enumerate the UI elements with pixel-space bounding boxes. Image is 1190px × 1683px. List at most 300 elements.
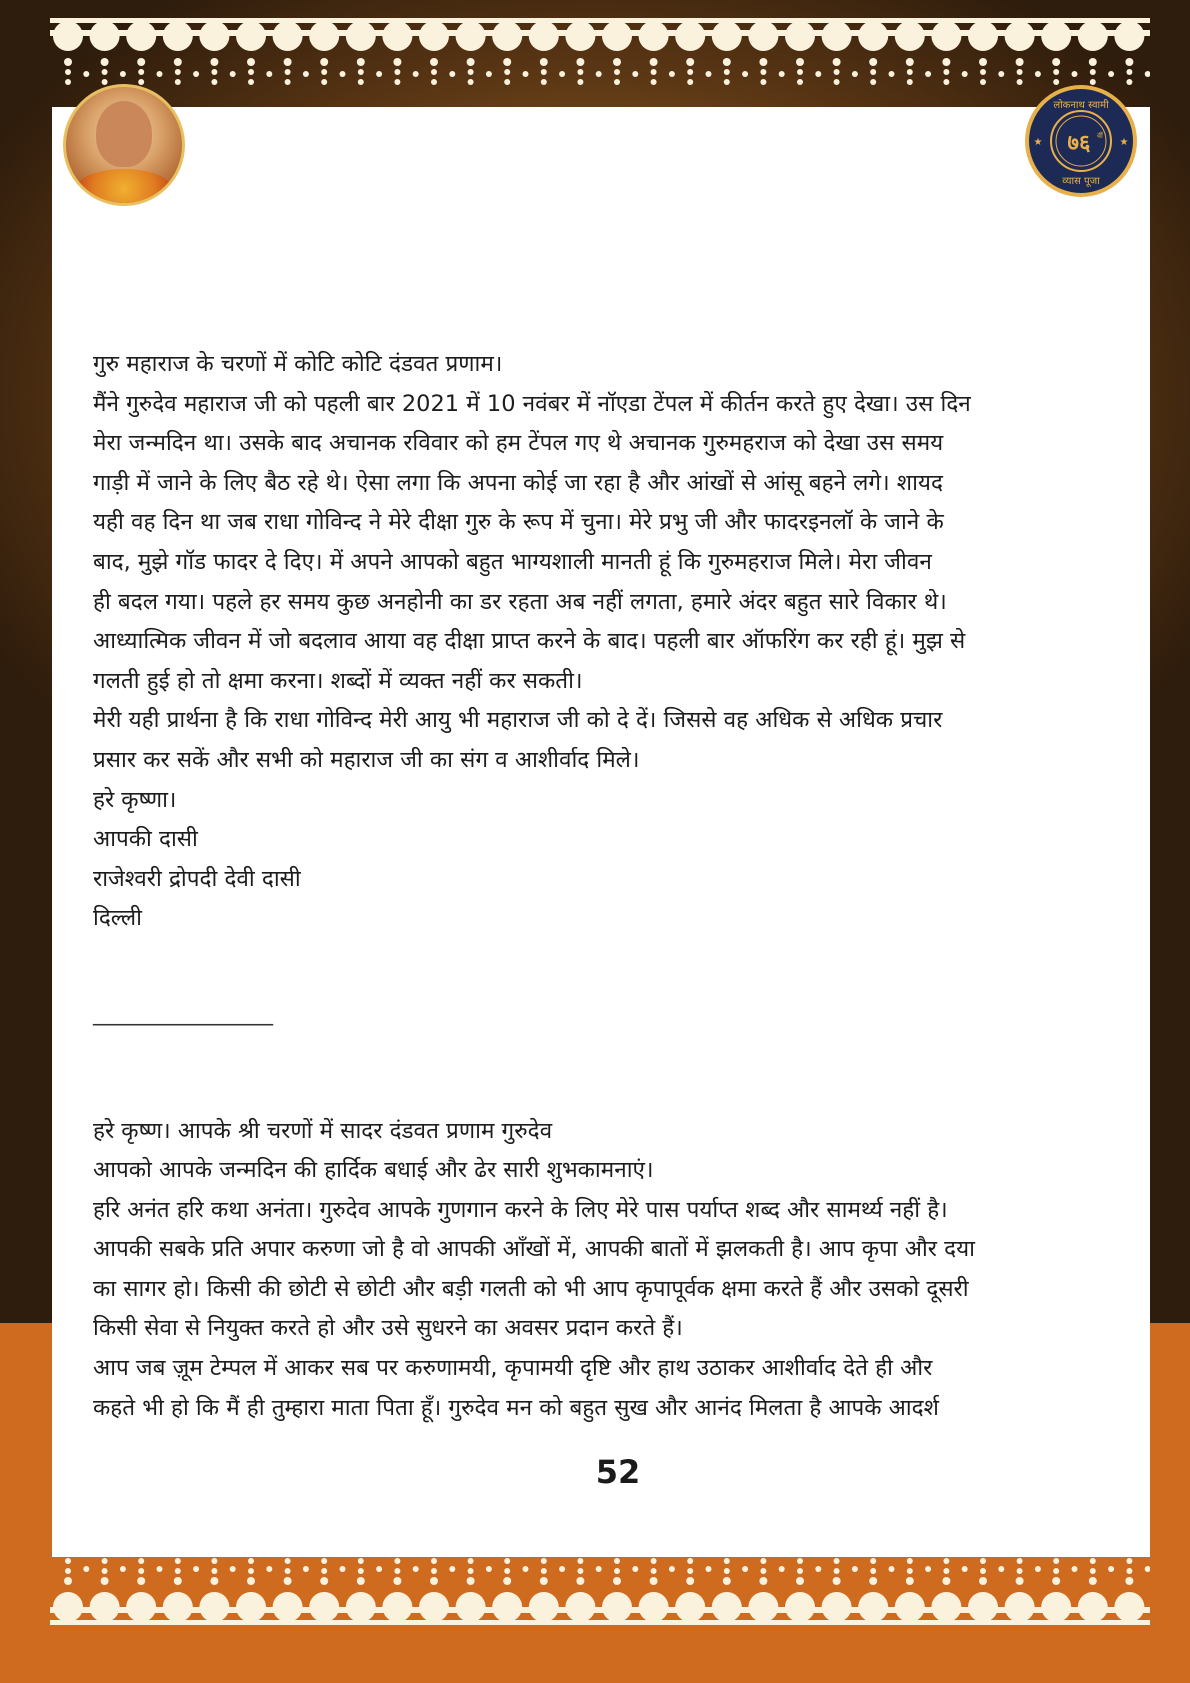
dot-shape: [943, 1558, 949, 1564]
dot-shape: [651, 79, 657, 85]
dot-shape: [614, 1558, 620, 1564]
scallop-shape: [199, 21, 229, 51]
dot-shape: [943, 69, 949, 75]
dot-shape: [467, 58, 475, 66]
dot-shape: [577, 1558, 583, 1564]
text-line: हरे कृष्णा।: [93, 786, 177, 813]
dot-shape: [541, 69, 547, 75]
scallop-shape: [456, 1592, 486, 1622]
dot-shape: [175, 69, 181, 75]
dot-shape: [175, 1558, 181, 1564]
dot-shape: [321, 79, 327, 85]
scallop-shape: [639, 21, 669, 51]
dot-shape: [157, 71, 163, 77]
dot-shape: [1126, 1568, 1132, 1574]
text-line: बाद, मुझे गॉड फादर दे दिए। में अपने आपको बहुत भाग्यशाली मानती हूं कि गुरुमहराज मिले। मेरा जीवन: [93, 548, 932, 575]
dot-shape: [83, 1566, 89, 1572]
dot-shape: [869, 58, 877, 66]
dot-shape: [962, 1566, 968, 1572]
scallop-shape: [895, 21, 925, 51]
dot-shape: [797, 69, 803, 75]
dot-shape: [65, 1568, 71, 1574]
scallop-shape: [163, 21, 193, 51]
text-line: मेरा जन्मदिन था। उसके बाद अचानक रविवार को हम टेंपल गए थे अचानक गुरुमहराज को देखा उस समय: [93, 430, 944, 457]
seal-sup: वीं: [1097, 132, 1103, 140]
dot-shape: [284, 1577, 292, 1585]
dot-shape: [102, 1558, 108, 1564]
dot-shape: [83, 71, 89, 77]
dot-shape: [1016, 58, 1024, 66]
dot-shape: [596, 1566, 602, 1572]
text-line: दिल्ली: [93, 905, 143, 932]
dot-shape: [523, 1566, 529, 1572]
scallop-shape: [419, 1592, 449, 1622]
dot-shape: [393, 1577, 401, 1585]
dot-shape: [431, 1568, 437, 1574]
dot-shape: [687, 1558, 693, 1564]
dot-shape: [577, 79, 583, 85]
dot-shape: [815, 1566, 821, 1572]
dot-shape: [1052, 58, 1060, 66]
text-line: राजेश्वरी द्रोपदी देवी दासी: [93, 865, 301, 892]
scallop-shape: [236, 21, 266, 51]
dot-shape: [230, 1566, 236, 1572]
dot-shape: [706, 71, 712, 77]
dot-shape: [1145, 1566, 1150, 1572]
dot-shape: [211, 1558, 217, 1564]
dot-shape: [686, 58, 694, 66]
scallop-shape: [1041, 21, 1071, 51]
guru-portrait: [63, 84, 185, 206]
dot-shape: [869, 1577, 877, 1585]
dot-shape: [284, 58, 292, 66]
scallop-shape: [163, 1592, 193, 1622]
dot-shape: [559, 71, 565, 77]
dot-shape: [834, 1568, 840, 1574]
text-line: आपकी सबके प्रति अपार करुणा जो है वो आपकी आँखों में, आपकी बातों में झलकती है। आप कृपा और दया: [93, 1236, 975, 1263]
dot-shape: [358, 1558, 364, 1564]
text-line: का सागर हो। किसी की छोटी से छोटी और बड़ी गलती को भी आप कृपापूर्वक क्षमा करते हैं और उसको दूसरी: [93, 1275, 969, 1302]
dot-shape: [468, 1568, 474, 1574]
dot-shape: [760, 1558, 766, 1564]
dot-shape: [430, 58, 438, 66]
dot-shape: [394, 79, 400, 85]
dot-shape: [468, 79, 474, 85]
dot-shape: [687, 69, 693, 75]
text-line: यही वह दिन था जब राधा गोविन्द ने मेरे दीक्षा गुरु के रूप में चुना। मेरे प्रभु जी और फादरइनलॉ के जाने के: [93, 509, 944, 536]
dot-shape: [413, 71, 419, 77]
seal-top-text: लोकनाथ स्वामी: [1053, 100, 1109, 111]
dot-shape: [431, 69, 437, 75]
dot-shape: [980, 69, 986, 75]
scallop-shape: [492, 21, 522, 51]
dot-shape: [1072, 71, 1078, 77]
dot-shape: [669, 1566, 675, 1572]
dot-shape: [559, 1566, 565, 1572]
dot-shape: [248, 79, 254, 85]
dot-shape: [504, 69, 510, 75]
scallop-shape: [785, 21, 815, 51]
dot-shape: [980, 1568, 986, 1574]
dot-shape: [230, 71, 236, 77]
dot-shape: [210, 58, 218, 66]
scallop-shape: [712, 1592, 742, 1622]
dot-shape: [1125, 58, 1133, 66]
dot-shape: [303, 1566, 309, 1572]
dot-shape: [724, 1558, 730, 1564]
dot-shape: [248, 69, 254, 75]
dot-shape: [1090, 69, 1096, 75]
dot-shape: [468, 69, 474, 75]
dot-shape: [632, 1566, 638, 1572]
text-line: किसी सेवा से नियुक्त करते हो और उसे सुधरने का अवसर प्रदान करते हैं।: [93, 1315, 683, 1342]
dot-shape: [340, 1566, 346, 1572]
dot-shape: [174, 58, 182, 66]
dot-shape: [285, 1568, 291, 1574]
text-line: गुरु महाराज के चरणों में कोटि कोटि दंडवत प्रणाम।: [93, 351, 503, 377]
seal-bottom-text: व्यास पूजा: [1062, 176, 1100, 187]
dot-shape: [64, 1577, 72, 1585]
dot-shape: [320, 1577, 328, 1585]
dot-shape: [523, 71, 529, 77]
dot-shape: [723, 58, 731, 66]
dot-shape: [834, 1558, 840, 1564]
dot-shape: [723, 1577, 731, 1585]
scallop-shape: [1078, 1592, 1108, 1622]
dot-shape: [120, 71, 126, 77]
dot-shape: [998, 71, 1004, 77]
dot-shape: [285, 1558, 291, 1564]
dot-shape: [138, 79, 144, 85]
dot-shape: [632, 71, 638, 77]
scallop-shape: [126, 21, 156, 51]
dot-shape: [137, 1577, 145, 1585]
scallop-shape: [529, 21, 559, 51]
dot-shape: [614, 69, 620, 75]
dot-shape: [247, 1577, 255, 1585]
dot-shape: [357, 1577, 365, 1585]
letter-content: [93, 345, 1093, 1428]
dot-shape: [724, 69, 730, 75]
seal-number: ७६: [1067, 131, 1091, 156]
dot-shape: [468, 1558, 474, 1564]
dot-shape: [706, 1566, 712, 1572]
text-line: मैंने गुरुदेव महाराज जी को पहली बार 2021 में 10 नवंबर में नॉएडा टेंपल में कीर्तन करते हुए देखा। उस दिन: [93, 390, 971, 417]
dot-shape: [651, 69, 657, 75]
dot-shape: [138, 69, 144, 75]
dot-shape: [906, 58, 914, 66]
dot-shape: [64, 58, 72, 66]
scallop-shape: [712, 21, 742, 51]
dot-shape: [742, 1566, 748, 1572]
dot-shape: [486, 71, 492, 77]
scallop-shape: [309, 1592, 339, 1622]
scallop-shape: [199, 1592, 229, 1622]
dot-shape: [979, 58, 987, 66]
dot-shape: [285, 69, 291, 75]
dot-shape: [651, 1568, 657, 1574]
dot-shape: [65, 69, 71, 75]
dot-shape: [998, 1566, 1004, 1572]
dot-shape: [1016, 1577, 1024, 1585]
dot-shape: [431, 79, 437, 85]
text-line: आपको आपके जन्मदिन की हार्दिक बधाई और ढेर सारी शुभकामनाएं।: [93, 1157, 654, 1184]
dot-shape: [889, 1566, 895, 1572]
dot-shape: [65, 1558, 71, 1564]
scallop-shape: [492, 1592, 522, 1622]
dot-shape: [833, 1577, 841, 1585]
dot-shape: [541, 79, 547, 85]
dot-shape: [1089, 58, 1097, 66]
scallop-shape: [53, 21, 83, 51]
dot-shape: [980, 1558, 986, 1564]
text-line: मेरी यही प्रार्थना है कि राधा गोविन्द मेरी आयु भी महाराज जी को दे दें। जिससे वह अधिक से अधिक प्रचार: [93, 707, 943, 734]
dot-shape: [906, 1577, 914, 1585]
scallop-shape: [895, 1592, 925, 1622]
scallop-shape: [565, 21, 595, 51]
text-line: हरि अनंत हरि कथा अनंता। गुरुदेव आपके गुणगान करने के लिए मेरे पास पर्याप्त शब्द और सामर्थ्य नहीं है।: [93, 1196, 948, 1223]
dot-shape: [1017, 1558, 1023, 1564]
dot-shape: [870, 1558, 876, 1564]
dot-shape: [796, 1577, 804, 1585]
dot-shape: [1017, 69, 1023, 75]
dot-shape: [724, 1568, 730, 1574]
scallop-shape: [309, 21, 339, 51]
dot-shape: [1126, 69, 1132, 75]
dot-shape: [596, 71, 602, 77]
letter-1: [93, 345, 1093, 939]
dot-shape: [266, 1566, 272, 1572]
dot-shape: [120, 1566, 126, 1572]
dot-shape: [759, 1577, 767, 1585]
dot-shape: [358, 69, 364, 75]
scallop-shape: [273, 1592, 303, 1622]
scallop-shape: [1078, 21, 1108, 51]
dot-shape: [907, 69, 913, 75]
dot-shape: [1052, 1577, 1060, 1585]
dot-shape: [1108, 71, 1114, 77]
scallop-shape: [90, 1592, 120, 1622]
dot-shape: [1125, 1577, 1133, 1585]
dot-shape: [870, 69, 876, 75]
dot-shape: [1053, 69, 1059, 75]
dot-shape: [889, 71, 895, 77]
dot-shape: [102, 69, 108, 75]
scallop-shape: [785, 1592, 815, 1622]
scallop-shape: [639, 1592, 669, 1622]
dot-shape: [467, 1577, 475, 1585]
dot-shape: [907, 1568, 913, 1574]
scallop-shape: [822, 1592, 852, 1622]
text-line: कहते भी हो कि मैं ही तुम्हारा माता पिता हूँ। गुरुदेव मन को बहुत सुख और आनंद मिलता है आपके आदर्श: [93, 1394, 939, 1421]
dot-shape: [541, 1558, 547, 1564]
dot-shape: [540, 58, 548, 66]
dot-shape: [358, 79, 364, 85]
dot-shape: [393, 58, 401, 66]
dot-shape: [614, 79, 620, 85]
scallop-shape: [346, 1592, 376, 1622]
dot-shape: [431, 1558, 437, 1564]
separator-line: ________________: [93, 999, 273, 1026]
scallop-shape: [565, 1592, 595, 1622]
dot-shape: [138, 1558, 144, 1564]
dot-shape: [175, 1568, 181, 1574]
dot-shape: [357, 58, 365, 66]
dot-shape: [101, 1577, 109, 1585]
dot-shape: [759, 58, 767, 66]
scallop-shape: [236, 1592, 266, 1622]
dot-shape: [834, 69, 840, 75]
scallop-shape: [382, 21, 412, 51]
dot-shape: [321, 1568, 327, 1574]
scallop-shape: [529, 1592, 559, 1622]
dot-shape: [779, 71, 785, 77]
scallop-shape: [602, 1592, 632, 1622]
scallop-shape: [456, 21, 486, 51]
dot-shape: [686, 1577, 694, 1585]
scallop-border-bottom: [50, 1555, 1150, 1625]
scallop-shape: [675, 21, 705, 51]
dot-shape: [193, 71, 199, 77]
dot-shape: [907, 1558, 913, 1564]
scallop-shape: [858, 21, 888, 51]
dot-shape: [174, 1577, 182, 1585]
text-line: आध्यात्मिक जीवन में जो बदलाव आया वह दीक्षा प्राप्त करने के बाद। पहली बार ऑफरिंग कर रही हूं। मुझ से: [93, 628, 966, 655]
dot-shape: [870, 1568, 876, 1574]
dot-shape: [486, 1566, 492, 1572]
dot-shape: [303, 71, 309, 77]
dot-shape: [321, 1558, 327, 1564]
dot-shape: [760, 1568, 766, 1574]
portrait-face: [96, 101, 152, 167]
dot-shape: [760, 69, 766, 75]
vyasa-puja-seal: [1024, 84, 1138, 198]
dot-shape: [504, 1558, 510, 1564]
dot-shape: [157, 1566, 163, 1572]
text-line: गाड़ी में जाने के लिए बैठ रहे थे। ऐसा लगा कि अपना कोई जा रहा है और आंखों से आंसू बहने लगे। शायद: [93, 469, 943, 496]
dot-shape: [1053, 1568, 1059, 1574]
dot-shape: [376, 71, 382, 77]
dot-shape: [1072, 1566, 1078, 1572]
seal-star-left-icon: ★: [1033, 137, 1043, 148]
dot-shape: [724, 79, 730, 85]
dot-shape: [852, 1566, 858, 1572]
dot-shape: [925, 1566, 931, 1572]
dot-shape: [449, 1566, 455, 1572]
spacer: [93, 939, 1093, 994]
dot-shape: [211, 1568, 217, 1574]
dot-shape: [376, 1566, 382, 1572]
dot-shape: [211, 79, 217, 85]
dot-shape: [576, 58, 584, 66]
dot-shape: [138, 1568, 144, 1574]
scallop-shape: [1114, 1592, 1144, 1622]
text-line: गलती हुई हो तो क्षमा करना। शब्दों में व्यक्त नहीं कर सकती।: [93, 667, 583, 694]
dot-shape: [1053, 1558, 1059, 1564]
dot-shape: [102, 1568, 108, 1574]
dot-shape: [980, 79, 986, 85]
dot-shape: [687, 1568, 693, 1574]
dot-shape: [907, 79, 913, 85]
dot-shape: [760, 79, 766, 85]
dot-shape: [1089, 1577, 1097, 1585]
dot-shape: [101, 58, 109, 66]
scallop-shape: [90, 21, 120, 51]
dot-shape: [193, 1566, 199, 1572]
dot-shape: [942, 1577, 950, 1585]
dot-shape: [394, 1558, 400, 1564]
dot-shape: [394, 69, 400, 75]
dot-shape: [613, 58, 621, 66]
dot-shape: [815, 71, 821, 77]
dot-shape: [779, 1566, 785, 1572]
dot-shape: [504, 79, 510, 85]
text-line: आप जब ज़ूम टेम्पल में आकर सब पर करुणामयी, कृपामयी दृष्टि और हाथ उठाकर आशीर्वाद देते ही और: [93, 1355, 933, 1382]
scallop-shape: [53, 1592, 83, 1622]
dot-shape: [942, 58, 950, 66]
dot-shape: [1108, 1566, 1114, 1572]
dot-shape: [175, 79, 181, 85]
dot-shape: [211, 69, 217, 75]
dot-shape: [321, 69, 327, 75]
dot-shape: [320, 58, 328, 66]
text-line: प्रसार कर सकें और सभी को महाराज जी का संग व आशीर्वाद मिले।: [93, 746, 640, 773]
text-line: ही बदल गया। पहले हर समय कुछ अनहोनी का डर रहता अब नहीं लगता, हमारे अंदर बहुत सारे विकार थे।: [93, 588, 947, 615]
scallop-shape: [1005, 21, 1035, 51]
dot-shape: [1090, 1568, 1096, 1574]
dot-shape: [852, 71, 858, 77]
dot-shape: [540, 1577, 548, 1585]
dot-shape: [614, 1568, 620, 1574]
scallop-shape: [382, 1592, 412, 1622]
dot-shape: [449, 71, 455, 77]
dot-shape: [1126, 1558, 1132, 1564]
dot-shape: [796, 58, 804, 66]
dot-shape: [870, 79, 876, 85]
dot-shape: [1035, 71, 1041, 77]
dot-shape: [650, 58, 658, 66]
scallop-shape: [858, 1592, 888, 1622]
dot-shape: [925, 71, 931, 77]
dot-shape: [65, 79, 71, 85]
dot-shape: [577, 69, 583, 75]
scallop-shape: [748, 21, 778, 51]
scallop-shape: [273, 21, 303, 51]
scallop-shape: [126, 1592, 156, 1622]
portrait-garland: [76, 169, 172, 206]
scallop-shape: [675, 1592, 705, 1622]
dot-shape: [358, 1568, 364, 1574]
scallop-shape: [748, 1592, 778, 1622]
dot-shape: [394, 1568, 400, 1574]
dot-shape: [687, 79, 693, 85]
dot-shape: [266, 71, 272, 77]
dot-shape: [1017, 1568, 1023, 1574]
dot-shape: [248, 1558, 254, 1564]
dot-shape: [1017, 79, 1023, 85]
dot-shape: [833, 58, 841, 66]
dot-shape: [943, 1568, 949, 1574]
dot-shape: [503, 1577, 511, 1585]
text-line: हरे कृष्ण। आपके श्री चरणों में सादर दंडवत प्रणाम गुरुदेव: [93, 1117, 553, 1144]
dot-shape: [1090, 1558, 1096, 1564]
scallop-border-top: [50, 18, 1150, 88]
dot-shape: [742, 71, 748, 77]
dot-shape: [503, 58, 511, 66]
scallop-shape: [1041, 1592, 1071, 1622]
dot-shape: [669, 71, 675, 77]
dot-shape: [413, 1566, 419, 1572]
